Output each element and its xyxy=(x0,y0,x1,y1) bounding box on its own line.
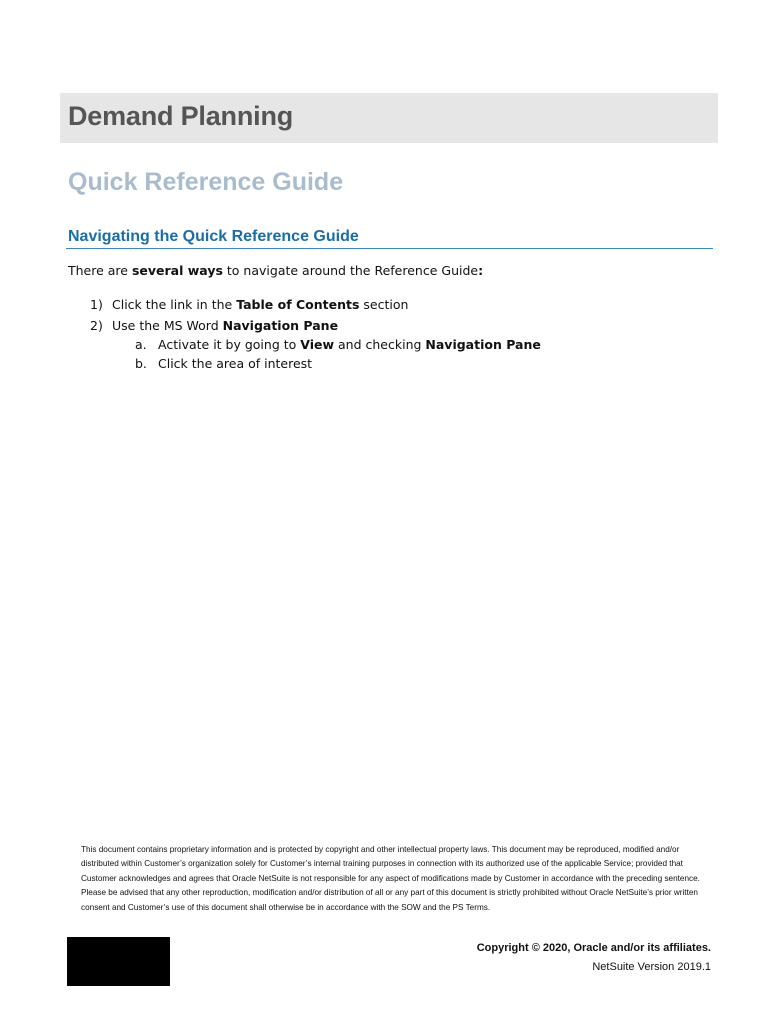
document-subtitle: Quick Reference Guide xyxy=(68,168,344,196)
document-title: Demand Planning xyxy=(68,101,294,131)
copyright-notice: Copyright © 2020, Oracle and/or its affiliates. xyxy=(476,942,711,954)
list-marker: b. xyxy=(135,356,147,371)
section-heading: Navigating the Quick Reference Guide xyxy=(68,228,359,245)
list-item-bold: Navigation Pane xyxy=(425,337,541,352)
list-item-text: Activate it by going to xyxy=(158,337,301,352)
list-item-bold: Table of Contents xyxy=(236,297,360,312)
intro-text-bold: several ways xyxy=(131,263,223,278)
list-item-bold: View xyxy=(300,337,335,352)
logo-block xyxy=(67,937,170,986)
intro-text-before: There are xyxy=(68,263,132,278)
title-bar xyxy=(60,93,718,143)
list-marker: a. xyxy=(135,337,147,352)
list-marker: 2) xyxy=(90,318,103,333)
list-item-text: section xyxy=(359,297,409,312)
list-marker: 1) xyxy=(90,297,103,312)
list-item-1 xyxy=(90,297,408,312)
version-label: NetSuite Version 2019.1 xyxy=(592,961,711,973)
legal-disclaimer: This document contains proprietary information and is protected by copyright and other intellectual property laws. This document may be reproduced, modified and/or distributed within Customer’s organization solely for Customer’s internal training purposes in connection with its authorized use of the applicable Service; provided that Customer acknowledges and agrees that Oracle NetSuite is not responsible for any aspect of modifications made by Customer in accordance with the preceding sentence. Please be advised that any other reproduction, modification and/or distribution of all or any part of this document is strictly prohibited without Oracle NetSuite’s prior written consent and Customer’s use of this document shall otherwise be in accordance with the SOW and the PS Terms. xyxy=(81,845,700,912)
intro-colon: : xyxy=(478,263,484,278)
section-divider xyxy=(66,248,713,249)
list-subitem-a xyxy=(135,337,541,352)
list-item-2 xyxy=(90,318,338,333)
list-item-text: Click the area of interest xyxy=(158,356,313,371)
list-item-text: Click the link in the xyxy=(112,297,237,312)
list-item-bold: Navigation Pane xyxy=(222,318,339,333)
list-subitem-b xyxy=(135,356,312,371)
intro-text-after: to navigate around the Reference Guide xyxy=(222,263,479,278)
list-item-text: and checking xyxy=(334,337,426,352)
list-item-text: Use the MS Word xyxy=(112,318,223,333)
intro-paragraph xyxy=(68,263,483,278)
